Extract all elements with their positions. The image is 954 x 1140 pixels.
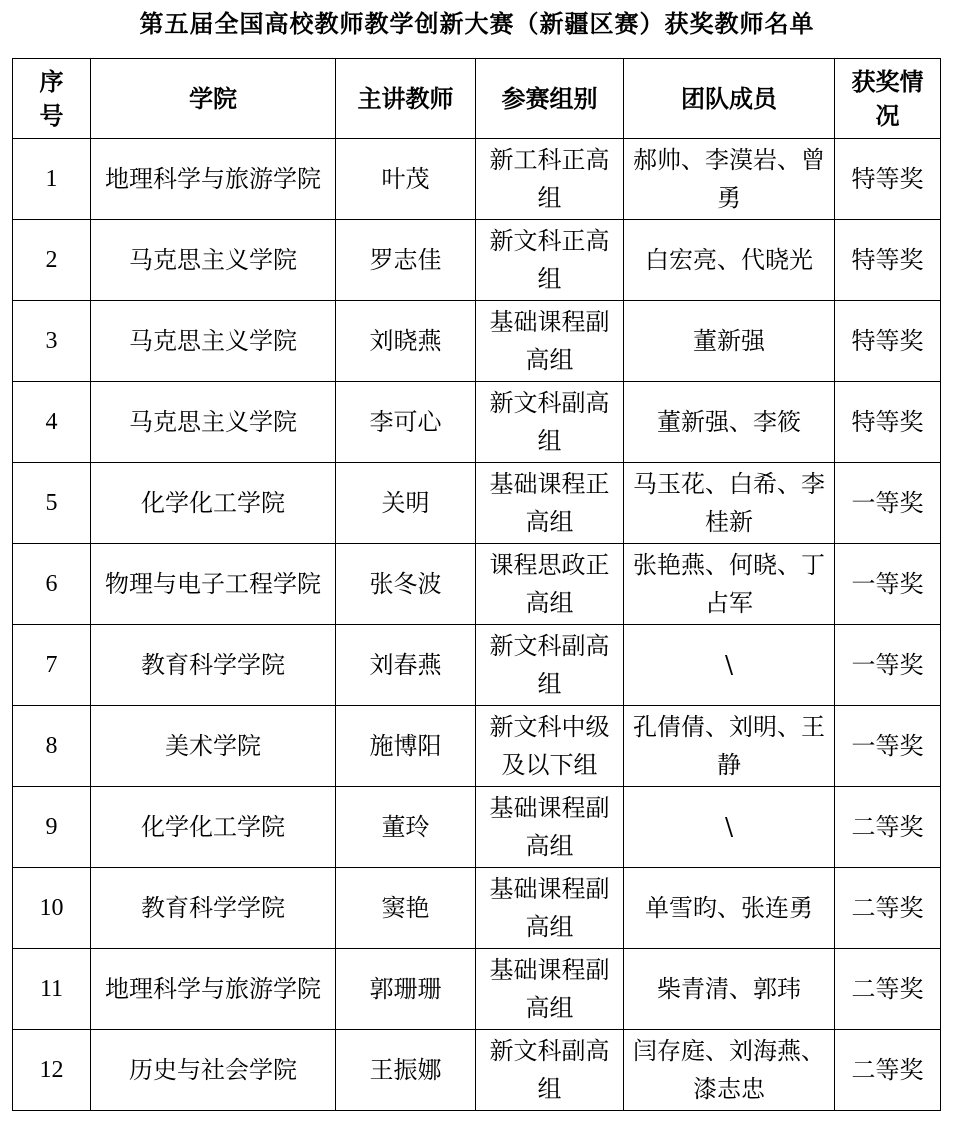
cell-members-text: \ xyxy=(724,813,734,841)
table-row xyxy=(13,139,941,220)
cell-group xyxy=(476,301,624,382)
table-row xyxy=(13,949,941,1030)
cell-award: 二等奖 xyxy=(835,868,941,949)
cell-members xyxy=(624,868,835,949)
cell-college: 物理与电子工程学院 xyxy=(91,544,336,625)
cell-group-text: 新文科副高组 xyxy=(489,632,610,698)
cell-no: 3 xyxy=(13,301,91,382)
table-row xyxy=(13,301,941,382)
cell-no: 1 xyxy=(13,139,91,220)
cell-lecturer: 罗志佳 xyxy=(336,220,476,301)
cell-members-text: \ xyxy=(724,651,734,679)
cell-members-text: 董新强 xyxy=(693,327,765,355)
cell-members xyxy=(624,301,835,382)
cell-group-text: 新文科中级及以下组 xyxy=(489,713,610,779)
cell-group xyxy=(476,382,624,463)
cell-group xyxy=(476,139,624,220)
cell-lecturer: 王振娜 xyxy=(336,1030,476,1111)
cell-group xyxy=(476,1030,624,1111)
table-row xyxy=(13,625,941,706)
cell-award: 一等奖 xyxy=(835,706,941,787)
document-title: 第五届全国高校教师教学创新大赛（新疆区赛）获奖教师名单 xyxy=(139,10,815,38)
cell-lecturer: 郭珊珊 xyxy=(336,949,476,1030)
cell-award: 一等奖 xyxy=(835,625,941,706)
table-row xyxy=(13,868,941,949)
cell-award: 一等奖 xyxy=(835,544,941,625)
cell-members xyxy=(624,544,835,625)
award-winners-table xyxy=(12,58,941,1111)
cell-members xyxy=(624,139,835,220)
table-row xyxy=(13,1030,941,1111)
cell-no: 2 xyxy=(13,220,91,301)
cell-group xyxy=(476,625,624,706)
cell-award: 特等奖 xyxy=(835,301,941,382)
cell-award: 一等奖 xyxy=(835,463,941,544)
cell-group xyxy=(476,544,624,625)
cell-group xyxy=(476,220,624,301)
cell-members-text: 郝帅、李漠岩、曾勇 xyxy=(633,146,825,212)
cell-lecturer: 李可心 xyxy=(336,382,476,463)
cell-no: 4 xyxy=(13,382,91,463)
cell-award: 特等奖 xyxy=(835,139,941,220)
cell-college: 马克思主义学院 xyxy=(91,382,336,463)
header-group: 参赛组别 xyxy=(476,59,624,139)
cell-group-text: 新文科正高组 xyxy=(489,227,610,293)
table-row xyxy=(13,544,941,625)
cell-college: 化学化工学院 xyxy=(91,463,336,544)
header-award: 获奖情况 xyxy=(835,59,941,139)
cell-award: 二等奖 xyxy=(835,1030,941,1111)
cell-members-text: 马玉花、白希、李桂新 xyxy=(633,470,825,536)
cell-members-text: 白宏亮、代晓光 xyxy=(645,246,813,274)
cell-group-text: 基础课程副高组 xyxy=(489,956,610,1022)
header-lecturer: 主讲教师 xyxy=(336,59,476,139)
cell-members xyxy=(624,382,835,463)
cell-lecturer: 张冬波 xyxy=(336,544,476,625)
table-row xyxy=(13,220,941,301)
cell-college: 地理科学与旅游学院 xyxy=(91,139,336,220)
cell-group-text: 新工科正高组 xyxy=(489,146,610,212)
cell-no: 6 xyxy=(13,544,91,625)
table-header-row xyxy=(13,59,941,139)
cell-lecturer: 叶茂 xyxy=(336,139,476,220)
cell-no: 8 xyxy=(13,706,91,787)
cell-members-text: 闫存庭、刘海燕、漆志忠 xyxy=(633,1037,825,1103)
cell-lecturer: 窦艳 xyxy=(336,868,476,949)
cell-lecturer: 施博阳 xyxy=(336,706,476,787)
header-members: 团队成员 xyxy=(624,59,835,139)
cell-group xyxy=(476,463,624,544)
cell-group-text: 基础课程副高组 xyxy=(489,794,610,860)
cell-lecturer: 关明 xyxy=(336,463,476,544)
cell-group-text: 基础课程副高组 xyxy=(489,308,610,374)
header-no: 序号 xyxy=(13,59,91,139)
cell-group-text: 基础课程副高组 xyxy=(489,875,610,941)
table-row xyxy=(13,382,941,463)
cell-group-text: 新文科副高组 xyxy=(489,389,610,455)
cell-award: 特等奖 xyxy=(835,220,941,301)
cell-group-text: 课程思政正高组 xyxy=(489,551,610,617)
cell-award: 二等奖 xyxy=(835,787,941,868)
cell-award: 特等奖 xyxy=(835,382,941,463)
cell-group xyxy=(476,949,624,1030)
table-row xyxy=(13,787,941,868)
cell-college: 历史与社会学院 xyxy=(91,1030,336,1111)
cell-members xyxy=(624,1030,835,1111)
cell-group xyxy=(476,868,624,949)
cell-no: 9 xyxy=(13,787,91,868)
cell-group xyxy=(476,706,624,787)
cell-members xyxy=(624,463,835,544)
cell-college: 教育科学学院 xyxy=(91,625,336,706)
table-row xyxy=(13,706,941,787)
cell-group-text: 基础课程正高组 xyxy=(489,470,610,536)
cell-no: 7 xyxy=(13,625,91,706)
cell-members-text: 张艳燕、何晓、丁占军 xyxy=(633,551,825,617)
cell-no: 12 xyxy=(13,1030,91,1111)
cell-no: 5 xyxy=(13,463,91,544)
cell-group-text: 新文科副高组 xyxy=(489,1037,610,1103)
cell-members-text: 单雪昀、张连勇 xyxy=(645,894,813,922)
table-row xyxy=(13,463,941,544)
cell-group xyxy=(476,787,624,868)
cell-members-text: 董新强、李筱 xyxy=(657,408,801,436)
cell-college: 化学化工学院 xyxy=(91,787,336,868)
cell-members-text: 孔倩倩、刘明、王静 xyxy=(633,713,825,779)
cell-college: 教育科学学院 xyxy=(91,868,336,949)
cell-lecturer: 刘晓燕 xyxy=(336,301,476,382)
cell-members xyxy=(624,625,835,706)
cell-college: 地理科学与旅游学院 xyxy=(91,949,336,1030)
cell-award: 二等奖 xyxy=(835,949,941,1030)
cell-no: 11 xyxy=(13,949,91,1030)
cell-lecturer: 董玲 xyxy=(336,787,476,868)
cell-members xyxy=(624,787,835,868)
header-college: 学院 xyxy=(91,59,336,139)
cell-members xyxy=(624,706,835,787)
cell-members xyxy=(624,220,835,301)
cell-college: 马克思主义学院 xyxy=(91,301,336,382)
cell-members xyxy=(624,949,835,1030)
cell-college: 马克思主义学院 xyxy=(91,220,336,301)
cell-lecturer: 刘春燕 xyxy=(336,625,476,706)
cell-no: 10 xyxy=(13,868,91,949)
cell-members-text: 柴青清、郭玮 xyxy=(657,975,801,1003)
cell-college: 美术学院 xyxy=(91,706,336,787)
